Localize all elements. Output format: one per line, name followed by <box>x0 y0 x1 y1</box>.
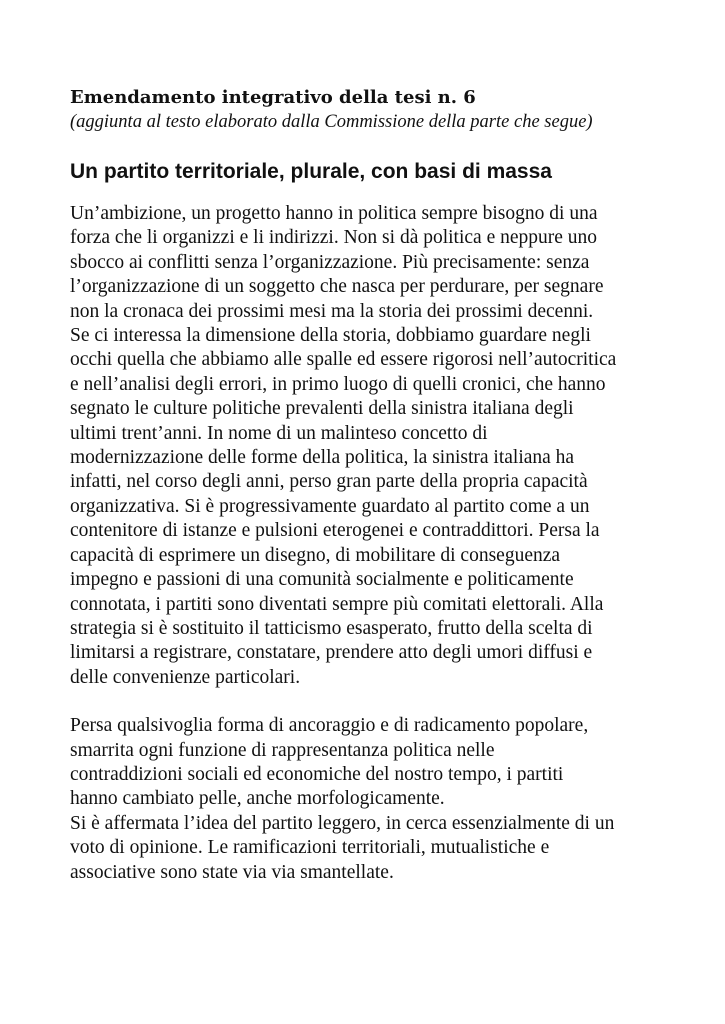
text-line: Se ci interessa la dimensione della storia, dobbiamo guardare negli <box>70 325 591 347</box>
text-line: associative sono state via via smantellate. <box>70 861 394 883</box>
text-line: contraddizioni sociali ed economiche del nostro tempo, i partiti <box>70 763 564 785</box>
text-line: voto di opinione. Le ramificazioni territoriali, mutualistiche e <box>70 837 550 859</box>
document-title: Emendamento integrativo della tesi n. 6 <box>70 87 476 108</box>
section-heading: Un partito territoriale, plurale, con basi di massa <box>70 160 552 183</box>
text-line: contenitore di istanze e pulsioni eterogenei e contraddittori. Persa la <box>70 520 600 542</box>
text-line: sbocco ai conflitti senza l’organizzazione. Più precisamente: senza <box>70 251 590 273</box>
text-line: Persa qualsivoglia forma di ancoraggio e di radicamento popolare, <box>70 715 589 737</box>
text-line: forza che li organizzi e li indirizzi. Non si dà politica e neppure uno <box>70 227 598 249</box>
paragraph-2 <box>70 714 670 885</box>
paragraph-1 <box>70 202 670 690</box>
text-line: organizzativa. Si è progressivamente guardato al partito come a un <box>70 495 590 517</box>
text-line: infatti, nel corso degli anni, perso gran parte della propria capacità <box>70 471 588 493</box>
text-line: Si è affermata l’idea del partito leggero, in cerca essenzialmente di un <box>70 812 615 834</box>
text-line: hanno cambiato pelle, anche morfologicamente. <box>70 788 445 810</box>
text-line: non la cronaca dei prossimi mesi ma la storia dei prossimi decenni. <box>70 300 594 322</box>
text-line: capacità di esprimere un disegno, di mobilitare di conseguenza <box>70 544 561 566</box>
document-page <box>70 86 670 885</box>
text-line: smarrita ogni funzione di rappresentanza politica nelle <box>70 739 495 761</box>
text-line: strategia si è sostituito il tatticismo esasperato, frutto della scelta di <box>70 617 593 639</box>
text-line: connotata, i partiti sono diventati sempre più comitati elettorali. Alla <box>70 593 604 615</box>
text-line: l’organizzazione di un soggetto che nasca per perdurare, per segnare <box>70 276 604 298</box>
text-line: segnato le culture politiche prevalenti della sinistra italiana degli <box>70 398 574 420</box>
text-line: delle convenienze particolari. <box>70 666 301 688</box>
text-line: modernizzazione delle forme della politica, la sinistra italiana ha <box>70 447 575 469</box>
text-line: ultimi trent’anni. In nome di un malinteso concetto di <box>70 422 488 444</box>
text-line: e nell’analisi degli errori, in primo luogo di quelli cronici, che hanno <box>70 373 606 395</box>
text-line: impegno e passioni di una comunità socialmente e politicamente <box>70 569 574 591</box>
document-subtitle: (aggiunta al testo elaborato dalla Commissione della parte che segue) <box>70 112 593 132</box>
text-line: occhi quella che abbiamo alle spalle ed essere rigorosi nell’autocritica <box>70 349 617 371</box>
text-line: limitarsi a registrare, constatare, prendere atto degli umori diffusi e <box>70 642 593 664</box>
text-line: Un’ambizione, un progetto hanno in politica sempre bisogno di una <box>70 203 598 224</box>
